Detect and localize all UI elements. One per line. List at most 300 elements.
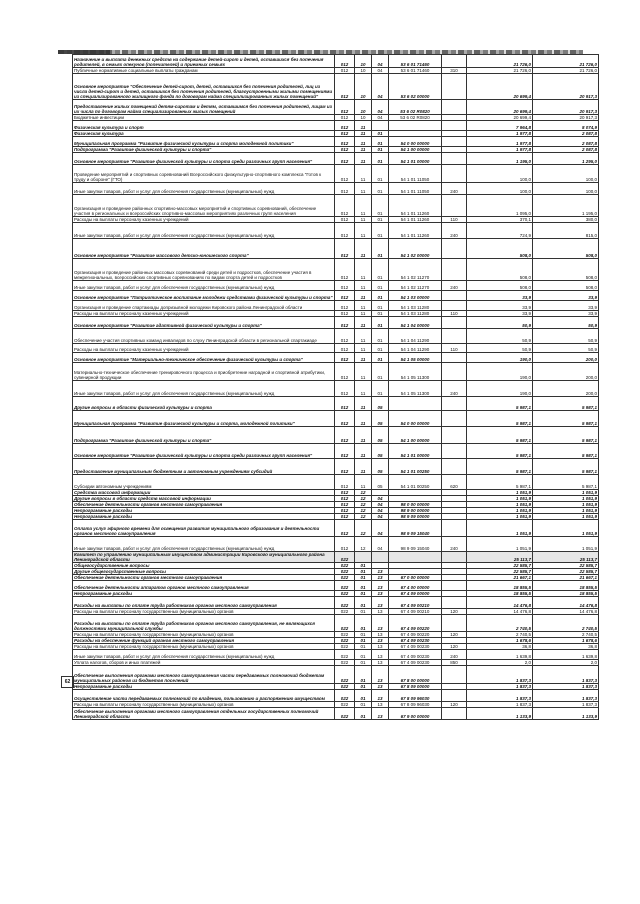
cell-gr: 012 xyxy=(335,411,355,427)
cell-csr: 67 4 09 00210 xyxy=(389,597,442,609)
cell-v2: 21 726,0 xyxy=(533,55,599,68)
cell-rz: 11 xyxy=(355,147,372,153)
cell-name: Иные закупки товаров, работ и услуг для обеспечения государственных (муниципальных) нужд xyxy=(73,537,335,552)
cell-gr: 012 xyxy=(335,165,355,183)
cell-rz: 12 xyxy=(355,496,372,502)
cell-gr: 012 xyxy=(335,475,355,490)
table-row xyxy=(73,411,599,427)
cell-pr: 01 xyxy=(372,353,389,363)
table-row xyxy=(73,650,599,660)
cell-v1: 22 585,7 xyxy=(467,563,533,569)
cell-pr: 01 xyxy=(372,223,389,239)
cell-name: Иные закупки товаров, работ и услуг для обеспечения государственных (муниципальных) нужд xyxy=(73,650,335,660)
table-row xyxy=(73,121,599,131)
cell-v2: 1 678,6 xyxy=(533,638,599,644)
cell-pr: 04 xyxy=(372,502,389,508)
cell-pr xyxy=(372,121,389,131)
cell-rz xyxy=(355,552,372,563)
cell-v2: 5 987,1 xyxy=(533,459,599,475)
cell-csr: 54 1 03 11280 xyxy=(389,311,442,317)
cell-csr xyxy=(389,397,442,411)
cell-pr: 04 xyxy=(372,115,389,121)
cell-pr: 13 xyxy=(372,702,389,708)
cell-csr: 54 1 01 11260 xyxy=(389,195,442,217)
table-row xyxy=(73,475,599,490)
cell-name: Осуществление части передаваемых полномочий по владению, пользованию и распоряжению имуществом xyxy=(73,690,335,702)
cell-v1: 21 726,0 xyxy=(467,68,533,74)
cell-vr xyxy=(442,74,467,100)
budget-table-body xyxy=(73,55,599,720)
cell-pr xyxy=(372,552,389,563)
table-row xyxy=(73,239,599,259)
cell-v1: 1 051,9 xyxy=(467,508,533,514)
cell-vr xyxy=(442,55,467,68)
table-row xyxy=(73,459,599,475)
cell-rz: 01 xyxy=(355,708,372,720)
cell-vr: 240 xyxy=(442,650,467,660)
cell-vr xyxy=(442,291,467,301)
cell-vr: 120 xyxy=(442,644,467,650)
table-row xyxy=(73,100,599,115)
cell-v1: 1 195,0 xyxy=(467,153,533,165)
cell-pr: 04 xyxy=(372,496,389,502)
cell-vr xyxy=(442,444,467,459)
cell-gr: 012 xyxy=(335,496,355,502)
cell-v1: 1 977,8 xyxy=(467,131,533,137)
cell-gr: 012 xyxy=(335,100,355,115)
cell-v1: 2 740,5 xyxy=(467,632,533,638)
cell-name: Иные закупки товаров, работ и услуг для обеспечения государственных (муниципальных) нужд xyxy=(73,381,335,397)
cell-name: Обеспечение выполнения органами местного самоуправления части передаваемых полномочий бюджетам муниципальных районов из бюджетов поселений xyxy=(73,666,335,684)
cell-pr: 05 xyxy=(372,475,389,490)
table-row xyxy=(73,520,599,537)
cell-gr: 012 xyxy=(335,508,355,514)
cell-name: Обеспечение деятельности аппаратов органов местного самоуправления xyxy=(73,581,335,591)
cell-vr: 120 xyxy=(442,632,467,638)
cell-pr: 13 xyxy=(372,666,389,684)
cell-rz: 11 xyxy=(355,363,372,381)
cell-rz: 01 xyxy=(355,690,372,702)
cell-vr xyxy=(442,353,467,363)
cell-v2: 20 917,3 xyxy=(533,100,599,115)
cell-v2: 5 987,1 xyxy=(533,444,599,459)
cell-csr: 67 4 09 00230 xyxy=(389,638,442,644)
cell-csr: 54 1 01 11050 xyxy=(389,183,442,195)
cell-pr: 01 xyxy=(372,137,389,147)
cell-v1: 190,0 xyxy=(467,381,533,397)
cell-rz: 11 xyxy=(355,427,372,444)
cell-v2: 14 476,8 xyxy=(533,597,599,609)
cell-v1: 1 051,9 xyxy=(467,537,533,552)
cell-vr: 850 xyxy=(442,660,467,666)
cell-vr xyxy=(442,411,467,427)
cell-rz: 11 xyxy=(355,317,372,329)
cell-v2: 14 476,8 xyxy=(533,609,599,615)
cell-gr: 012 xyxy=(335,239,355,259)
cell-name: Организация и проведение районных массовых соревнований среди детей и подростков, обеспечение участия в межрегиональных, всероссийских спортивных соревнованиях по видам спорта детей и подростков xyxy=(73,259,335,281)
cell-v2: 1 639,8 xyxy=(533,650,599,660)
table-row xyxy=(73,291,599,301)
cell-v2: 5 987,1 xyxy=(533,475,599,490)
table-row xyxy=(73,195,599,217)
cell-pr: 01 xyxy=(372,131,389,137)
cell-rz: 12 xyxy=(355,514,372,520)
cell-gr: 022 xyxy=(335,708,355,720)
cell-gr: 012 xyxy=(335,137,355,147)
page-number: 62 xyxy=(61,676,74,688)
cell-rz: 01 xyxy=(355,644,372,650)
cell-csr xyxy=(389,121,442,131)
cell-name: Основное мероприятие "Обеспечение детей-сирот, детей, оставшихся без попечения родителей, лиц из числа детей-сирот и детей, оставшихся без попечения родителей, благоустроенными жилыми помещениями из специализированного жилищного фонда по договорам найма специализированных жилых помещений" xyxy=(73,74,335,100)
cell-name: Другие общегосударственные вопросы xyxy=(73,569,335,575)
cell-v1: 21 726,0 xyxy=(467,55,533,68)
cell-v2: 2,0 xyxy=(533,660,599,666)
table-row xyxy=(73,165,599,183)
cell-v1: 1 837,3 xyxy=(467,684,533,690)
cell-rz: 11 xyxy=(355,121,372,131)
cell-name: Физическая культура и спорт xyxy=(73,121,335,131)
cell-name: Бюджетные инвестиции xyxy=(73,115,335,121)
table-row xyxy=(73,427,599,444)
cell-name: Организация и проведение спартакиады допризывной молодежи Кировского района Ленинградской области xyxy=(73,301,335,311)
cell-gr: 012 xyxy=(335,502,355,508)
cell-v2: 22 585,7 xyxy=(533,569,599,575)
cell-pr: 01 xyxy=(372,301,389,311)
cell-v2: 815,0 xyxy=(533,223,599,239)
cell-v1: 1 133,9 xyxy=(467,708,533,720)
cell-v2: 33,9 xyxy=(533,291,599,301)
cell-csr: 54 1 04 00000 xyxy=(389,317,442,329)
cell-vr: 120 xyxy=(442,609,467,615)
cell-v1: 1 678,6 xyxy=(467,638,533,644)
cell-csr: 67 9 00 00000 xyxy=(389,708,442,720)
cell-vr xyxy=(442,581,467,591)
cell-csr: 98 9 00 00000 xyxy=(389,508,442,514)
cell-name: Расходы на выплаты по оплате труда работников органов местного самоуправления, не являющихся должностями муниципальной службы xyxy=(73,615,335,632)
cell-v1: 1 051,9 xyxy=(467,502,533,508)
table-row xyxy=(73,708,599,720)
cell-name: Расходы на обеспечение функций органов местного самоуправления xyxy=(73,638,335,644)
cell-csr: 67 8 09 96030 xyxy=(389,690,442,702)
table-row xyxy=(73,223,599,239)
cell-gr: 012 xyxy=(335,74,355,100)
cell-rz: 11 xyxy=(355,165,372,183)
cell-vr xyxy=(442,597,467,609)
cell-gr: 012 xyxy=(335,121,355,131)
cell-v2: 1 837,3 xyxy=(533,702,599,708)
cell-v2: 18 855,5 xyxy=(533,581,599,591)
cell-gr: 022 xyxy=(335,575,355,581)
cell-name: Муниципальная программа "Развитие физической культуры и спорта молодежной политики" xyxy=(73,137,335,147)
cell-v2: 2 740,5 xyxy=(533,615,599,632)
cell-v1: 370,1 xyxy=(467,217,533,223)
cell-gr: 012 xyxy=(335,444,355,459)
cell-v1: 2 740,5 xyxy=(467,615,533,632)
cell-v1: 50,9 xyxy=(467,329,533,344)
cell-gr: 022 xyxy=(335,615,355,632)
cell-pr: 01 xyxy=(372,217,389,223)
cell-gr: 012 xyxy=(335,153,355,165)
cell-rz: 11 xyxy=(355,475,372,490)
cell-rz: 12 xyxy=(355,520,372,537)
table-row xyxy=(73,281,599,291)
cell-name: Расходы на выплаты персоналу государственных (муниципальных) органов xyxy=(73,644,335,650)
cell-name: Расходы на выплаты персоналу государственных (муниципальных) органов xyxy=(73,702,335,708)
cell-vr xyxy=(442,615,467,632)
cell-gr: 012 xyxy=(335,344,355,353)
cell-vr xyxy=(442,427,467,444)
table-row xyxy=(73,552,599,563)
cell-csr: 54 1 01 11260 xyxy=(389,223,442,239)
cell-v1: 20 699,4 xyxy=(467,100,533,115)
cell-rz: 11 xyxy=(355,344,372,353)
cell-v1: 1 977,8 xyxy=(467,147,533,153)
cell-csr: 53 6 02 R0820 xyxy=(389,100,442,115)
cell-pr: 13 xyxy=(372,644,389,650)
cell-v2: 33,9 xyxy=(533,311,599,317)
table-row xyxy=(73,597,599,609)
cell-v2: 1 195,0 xyxy=(533,195,599,217)
cell-v2: 1 051,9 xyxy=(533,537,599,552)
cell-rz: 11 xyxy=(355,131,372,137)
cell-v2: 1 051,9 xyxy=(533,502,599,508)
cell-v2: 2 740,5 xyxy=(533,632,599,638)
cell-v1: 5 987,1 xyxy=(467,459,533,475)
cell-gr: 012 xyxy=(335,329,355,344)
cell-pr: 13 xyxy=(372,708,389,720)
cell-v1: 2,0 xyxy=(467,660,533,666)
cell-gr: 012 xyxy=(335,520,355,537)
cell-name: Организация и проведение районных спортивно-массовых мероприятий и спортивных соревнований, обеспечение участия в региональных и всероссийских спортивно-массовых мероприятиях различных групп населения xyxy=(73,195,335,217)
cell-name: Средства массовой информации xyxy=(73,490,335,496)
cell-v2: 1 051,9 xyxy=(533,508,599,514)
cell-v1: 50,9 xyxy=(467,344,533,353)
cell-vr xyxy=(442,259,467,281)
cell-name: Непрограммные расходы xyxy=(73,591,335,597)
cell-gr: 022 xyxy=(335,644,355,650)
cell-csr: 98 9 09 15040 xyxy=(389,537,442,552)
cell-rz: 12 xyxy=(355,490,372,496)
cell-name: Назначение и выплата денежных средств на содержание детей-сирот и детей, оставшихся без попечения родителей, в семьях опекунов (попечителей) и приемных семьях xyxy=(73,55,335,68)
cell-rz: 01 xyxy=(355,609,372,615)
cell-name: Другие вопросы в области средств массовой информации xyxy=(73,496,335,502)
cell-rz: 12 xyxy=(355,502,372,508)
cell-pr: 13 xyxy=(372,591,389,597)
cell-v2: 5 987,1 xyxy=(533,411,599,427)
cell-gr: 022 xyxy=(335,581,355,591)
cell-v2: 8 074,9 xyxy=(533,121,599,131)
cell-name: Предоставление муниципальным бюджетным и автономным учреждениям субсидий xyxy=(73,459,335,475)
cell-vr xyxy=(442,317,467,329)
cell-v2: 22 585,7 xyxy=(533,563,599,569)
cell-v1: 724,9 xyxy=(467,223,533,239)
cell-v1: 14 476,8 xyxy=(467,597,533,609)
cell-v1: 25 113,7 xyxy=(467,552,533,563)
cell-gr: 012 xyxy=(335,259,355,281)
cell-pr: 01 xyxy=(372,239,389,259)
cell-v1: 50,9 xyxy=(467,317,533,329)
cell-name: Расходы на выплаты персоналу казенных учреждений xyxy=(73,311,335,317)
cell-rz: 10 xyxy=(355,55,372,68)
cell-v2: 18 855,5 xyxy=(533,591,599,597)
cell-rz: 01 xyxy=(355,650,372,660)
cell-rz: 01 xyxy=(355,563,372,569)
cell-pr: 13 xyxy=(372,609,389,615)
cell-vr xyxy=(442,666,467,684)
cell-name: Расходы на выплаты по оплате труда работников органов местного самоуправления xyxy=(73,597,335,609)
cell-name: Основное мероприятие "Развитие физической культуры и спорта среди различных групп населения" xyxy=(73,444,335,459)
cell-csr: 54 1 01 00000 xyxy=(389,444,442,459)
cell-v1: 1 977,8 xyxy=(467,137,533,147)
cell-v1: 508,0 xyxy=(467,281,533,291)
cell-v2: 1 051,9 xyxy=(533,496,599,502)
cell-rz: 11 xyxy=(355,217,372,223)
cell-vr: 240 xyxy=(442,281,467,291)
cell-rz: 01 xyxy=(355,638,372,644)
cell-v2: 380,0 xyxy=(533,217,599,223)
cell-gr: 022 xyxy=(335,684,355,690)
cell-v1: 21 667,1 xyxy=(467,575,533,581)
table-row xyxy=(73,444,599,459)
cell-v2: 1 837,3 xyxy=(533,684,599,690)
cell-gr: 012 xyxy=(335,311,355,317)
cell-rz: 01 xyxy=(355,575,372,581)
cell-pr: 05 xyxy=(372,444,389,459)
cell-name: Подпрограмма "Развитие физической культуры и спорта" xyxy=(73,147,335,153)
cell-pr: 01 xyxy=(372,259,389,281)
cell-pr: 13 xyxy=(372,597,389,609)
cell-rz: 11 xyxy=(355,183,372,195)
cell-vr: 120 xyxy=(442,702,467,708)
cell-name: Обеспечение деятельности органов местного самоуправления xyxy=(73,502,335,508)
cell-vr xyxy=(442,153,467,165)
cell-v1: 5 987,1 xyxy=(467,397,533,411)
table-row xyxy=(73,183,599,195)
cell-rz: 11 xyxy=(355,329,372,344)
cell-name: Непрограммные расходы xyxy=(73,514,335,520)
cell-v1: 1 837,3 xyxy=(467,690,533,702)
cell-v2: 1 295,0 xyxy=(533,153,599,165)
cell-pr: 04 xyxy=(372,100,389,115)
cell-v1: 33,9 xyxy=(467,301,533,311)
table-row xyxy=(73,301,599,311)
cell-name: Обеспечение выполнения органами местного самоуправления отдельных государственных полномочий Ленинградской области xyxy=(73,708,335,720)
cell-name: Комитет по управлению муниципальным имуществом администрации Кировского муниципального района Ленинградской области xyxy=(73,552,335,563)
table-row xyxy=(73,537,599,552)
cell-vr: 310 xyxy=(442,68,467,74)
cell-vr xyxy=(442,301,467,311)
cell-v2: 1 051,9 xyxy=(533,520,599,537)
cell-gr: 022 xyxy=(335,552,355,563)
cell-v1: 5 987,1 xyxy=(467,475,533,490)
cell-pr: 13 xyxy=(372,660,389,666)
cell-vr: 240 xyxy=(442,381,467,397)
cell-pr: 13 xyxy=(372,569,389,575)
cell-csr: 54 1 04 11290 xyxy=(389,329,442,344)
cell-csr: 67 4 09 00230 xyxy=(389,650,442,660)
cell-gr: 012 xyxy=(335,131,355,137)
cell-csr: 54 1 03 00000 xyxy=(389,291,442,301)
cell-rz: 11 xyxy=(355,137,372,147)
cell-rz: 01 xyxy=(355,581,372,591)
cell-rz: 01 xyxy=(355,660,372,666)
cell-vr xyxy=(442,100,467,115)
cell-vr xyxy=(442,239,467,259)
cell-v2: 508,0 xyxy=(533,281,599,291)
cell-rz: 11 xyxy=(355,301,372,311)
cell-rz: 11 xyxy=(355,411,372,427)
cell-gr: 022 xyxy=(335,702,355,708)
cell-v2: 1 051,9 xyxy=(533,514,599,520)
cell-v1: 22 585,7 xyxy=(467,569,533,575)
cell-gr: 012 xyxy=(335,147,355,153)
cell-csr: 54 1 01 00000 xyxy=(389,153,442,165)
cell-v1: 100,0 xyxy=(467,183,533,195)
cell-vr: 240 xyxy=(442,183,467,195)
cell-v2: 5 987,1 xyxy=(533,397,599,411)
cell-vr xyxy=(442,708,467,720)
cell-rz: 01 xyxy=(355,666,372,684)
cell-gr: 012 xyxy=(335,291,355,301)
cell-v2: 1 133,9 xyxy=(533,708,599,720)
cell-v2: 20 917,3 xyxy=(533,74,599,100)
cell-csr: 54 1 02 11270 xyxy=(389,259,442,281)
cell-name: Основное мероприятие "Патриотическое воспитание молодежи средствами физической культуры и спорта" xyxy=(73,291,335,301)
cell-gr: 012 xyxy=(335,195,355,217)
cell-gr: 012 xyxy=(335,514,355,520)
cell-csr: 67 4 09 00220 xyxy=(389,615,442,632)
cell-gr: 012 xyxy=(335,427,355,444)
cell-csr: 54 1 02 00000 xyxy=(389,239,442,259)
cell-name: Расходы на выплаты персоналу государственных (муниципальных) органов xyxy=(73,609,335,615)
cell-vr: 110 xyxy=(442,217,467,223)
cell-csr: 67 4 09 00000 xyxy=(389,591,442,597)
cell-gr: 022 xyxy=(335,632,355,638)
cell-gr: 022 xyxy=(335,563,355,569)
cell-v2: 36,8 xyxy=(533,644,599,650)
cell-v2: 2 087,8 xyxy=(533,131,599,137)
cell-pr: 05 xyxy=(372,397,389,411)
cell-gr: 022 xyxy=(335,650,355,660)
cell-v2: 20 917,3 xyxy=(533,115,599,121)
cell-rz: 01 xyxy=(355,591,372,597)
cell-name: Другие вопросы в области физической культуры и спорта xyxy=(73,397,335,411)
cell-rz: 10 xyxy=(355,100,372,115)
cell-csr: 54 1 01 00250 xyxy=(389,459,442,475)
budget-table xyxy=(72,54,599,720)
cell-v2: 1 051,9 xyxy=(533,490,599,496)
cell-name: Публичные нормативные социальные выплаты гражданам xyxy=(73,68,335,74)
table-row xyxy=(73,615,599,632)
cell-pr: 05 xyxy=(372,459,389,475)
cell-csr: 67 4 00 00000 xyxy=(389,581,442,591)
cell-vr xyxy=(442,552,467,563)
cell-gr: 022 xyxy=(335,638,355,644)
cell-vr xyxy=(442,195,467,217)
table-row xyxy=(73,581,599,591)
cell-v2: 508,0 xyxy=(533,259,599,281)
cell-gr: 022 xyxy=(335,666,355,684)
table-row xyxy=(73,137,599,147)
cell-csr: 54 0 00 00000 xyxy=(389,137,442,147)
cell-name: Уплата налогов, сборов и иных платежей xyxy=(73,660,335,666)
cell-rz: 11 xyxy=(355,291,372,301)
cell-csr: 53 6 01 71460 xyxy=(389,68,442,74)
cell-rz: 01 xyxy=(355,615,372,632)
cell-v2: 33,9 xyxy=(533,301,599,311)
cell-csr: 67 4 09 00210 xyxy=(389,609,442,615)
cell-gr: 012 xyxy=(335,115,355,121)
